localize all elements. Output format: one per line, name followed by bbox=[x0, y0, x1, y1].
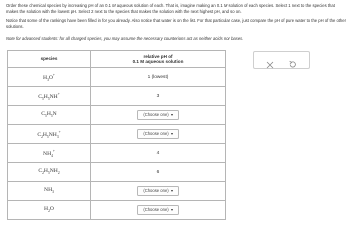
rank-select[interactable] bbox=[137, 205, 179, 215]
species-nh3: $NH_3$ bbox=[8, 182, 91, 201]
table-header-row bbox=[8, 51, 226, 68]
header-ph-line2: 0.1 M aqueous solution bbox=[132, 59, 184, 64]
table-row bbox=[8, 182, 226, 201]
rank-cell bbox=[91, 87, 226, 106]
chevron-down-icon bbox=[171, 209, 173, 211]
rank-value: 1 (lowest) bbox=[147, 74, 169, 80]
instructions-text: solution of each species. Select 1 next to the species that makes the solution with the lowest pH. Select 2 next to the species that makes the solution with the next highest pH, and so on. bbox=[6, 3, 335, 14]
instructions-paragraph-1 bbox=[6, 3, 346, 15]
species-h2o: $H_2O$ bbox=[8, 201, 91, 220]
table-row bbox=[8, 68, 226, 87]
rank-value: 4 bbox=[156, 150, 160, 156]
select-value: (Choose one) bbox=[143, 112, 169, 117]
rank-value: 3 bbox=[156, 93, 160, 99]
chevron-down-icon bbox=[171, 114, 173, 116]
note-text: for all charged species, you may assume the necessary counterions act as neither acids nor bases. bbox=[58, 36, 244, 41]
species-c2h5nh2: $C_2H_5NH_2$ bbox=[8, 163, 91, 182]
table-row bbox=[8, 106, 226, 125]
rank-select[interactable] bbox=[137, 186, 179, 196]
table-row bbox=[8, 163, 226, 182]
rank-select[interactable] bbox=[137, 129, 179, 139]
undo-button[interactable] bbox=[288, 56, 297, 65]
instructions-text: aqueous solution of each. That is, imagine making an 0.1 bbox=[115, 3, 224, 8]
rank-cell bbox=[91, 163, 226, 182]
rank-cell bbox=[91, 125, 226, 144]
select-value: (Choose one) bbox=[143, 207, 169, 212]
table-row bbox=[8, 87, 226, 106]
instructions bbox=[6, 3, 346, 33]
species-c2h5nh3-plus: $C_2H_5NH_3^+$ bbox=[8, 125, 91, 144]
advanced-note bbox=[6, 36, 346, 41]
rank-cell bbox=[91, 144, 226, 163]
molar-unit: M bbox=[223, 3, 228, 8]
molar-unit: M bbox=[112, 3, 116, 8]
rank-value: 6 bbox=[156, 169, 160, 175]
header-ph-line1: relative pH of bbox=[143, 53, 173, 59]
clear-button[interactable] bbox=[266, 56, 274, 64]
header-species: species bbox=[8, 51, 91, 68]
instructions-paragraph-2: Notice that some of the rankings have been filled in for you already. Also notice that water is on the list. For that particular case, just compare the pH of pure water to the pH of the other solutions. bbox=[6, 18, 346, 29]
select-value: (Choose one) bbox=[143, 188, 169, 193]
select-value: (Choose one) bbox=[143, 131, 169, 136]
chevron-down-icon bbox=[171, 133, 173, 135]
species-nh4-plus: $NH_4^+$ bbox=[8, 144, 91, 163]
header-relative-ph bbox=[91, 51, 226, 68]
species-c5h5n: $C_5H_5N$ bbox=[8, 106, 91, 125]
instructions-text: Order these chemical species by increasing pH of an 0.1 bbox=[6, 3, 113, 8]
species-c5h5nh-plus: $C_5H_5NH^+$ bbox=[8, 87, 91, 106]
note-label: Note for advanced students: bbox=[6, 36, 59, 41]
chevron-down-icon bbox=[171, 190, 173, 192]
undo-icon bbox=[288, 60, 297, 69]
species-h3o-plus: $H_3O^+$ bbox=[8, 68, 91, 87]
rank-cell bbox=[91, 201, 226, 220]
table-row bbox=[8, 201, 226, 220]
table-row bbox=[8, 144, 226, 163]
table-row bbox=[8, 125, 226, 144]
rank-select[interactable] bbox=[137, 110, 179, 120]
rank-cell bbox=[91, 106, 226, 125]
ranking-table bbox=[7, 50, 226, 220]
rank-cell bbox=[91, 182, 226, 201]
x-icon bbox=[266, 61, 274, 69]
rank-cell bbox=[91, 68, 226, 87]
answer-tools bbox=[253, 51, 310, 69]
